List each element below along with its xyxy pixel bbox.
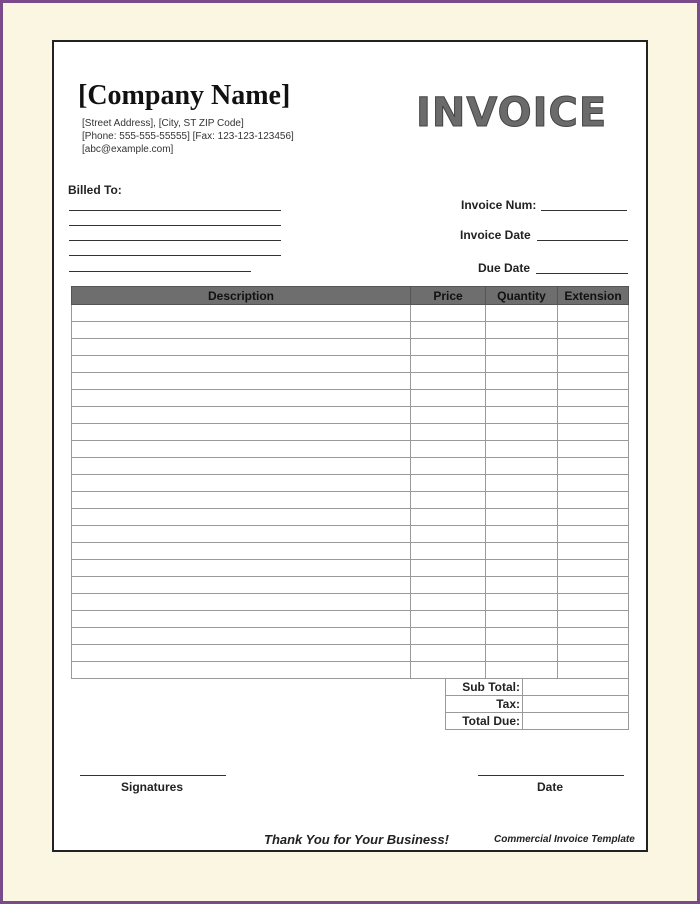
description-cell[interactable] — [72, 305, 411, 322]
quantity-cell[interactable] — [486, 424, 558, 441]
tax-row — [446, 696, 629, 713]
price-cell[interactable] — [411, 339, 486, 356]
due-date-line — [536, 273, 628, 274]
billed-to-label: Billed To: — [68, 183, 122, 197]
price-cell[interactable] — [411, 560, 486, 577]
description-cell[interactable] — [72, 628, 411, 645]
invoice-num-label: Invoice Num: — [461, 198, 537, 212]
description-cell[interactable] — [72, 526, 411, 543]
column-header-quantity: Quantity — [486, 287, 558, 305]
billed-to-line-1 — [69, 210, 281, 211]
items-body — [72, 305, 629, 679]
quantity-cell[interactable] — [486, 594, 558, 611]
total-due-label: Total Due: — [446, 713, 523, 730]
tax-value[interactable] — [523, 696, 629, 713]
signatures-label: Signatures — [121, 780, 184, 794]
template-name: Commercial Invoice Template — [494, 834, 635, 845]
price-cell[interactable] — [411, 628, 486, 645]
extension-cell[interactable] — [558, 492, 629, 509]
quantity-cell[interactable] — [486, 509, 558, 526]
quantity-cell[interactable] — [486, 560, 558, 577]
table-row — [72, 339, 629, 356]
totals-table — [445, 678, 629, 730]
description-cell[interactable] — [72, 543, 411, 560]
description-cell[interactable] — [72, 645, 411, 662]
extension-cell[interactable] — [558, 441, 629, 458]
extension-cell[interactable] — [558, 458, 629, 475]
description-cell[interactable] — [72, 492, 411, 509]
price-cell[interactable] — [411, 441, 486, 458]
quantity-cell[interactable] — [486, 645, 558, 662]
items-header-row — [72, 287, 629, 305]
quantity-cell[interactable] — [486, 305, 558, 322]
description-cell[interactable] — [72, 356, 411, 373]
sub-total-row — [446, 679, 629, 696]
description-cell[interactable] — [72, 458, 411, 475]
due-date-label: Due Date — [478, 261, 531, 275]
extension-cell[interactable] — [558, 339, 629, 356]
billed-to-line-3 — [69, 240, 281, 241]
price-cell[interactable] — [411, 305, 486, 322]
description-cell[interactable] — [72, 577, 411, 594]
invoice-date-line — [537, 240, 628, 241]
price-cell[interactable] — [411, 356, 486, 373]
price-cell[interactable] — [411, 645, 486, 662]
description-cell[interactable] — [72, 424, 411, 441]
price-cell[interactable] — [411, 509, 486, 526]
price-cell[interactable] — [411, 492, 486, 509]
extension-cell[interactable] — [558, 577, 629, 594]
table-row — [72, 458, 629, 475]
signature-line — [80, 775, 226, 776]
description-cell[interactable] — [72, 560, 411, 577]
tax-label: Tax: — [446, 696, 523, 713]
extension-cell[interactable] — [558, 594, 629, 611]
price-cell[interactable] — [411, 373, 486, 390]
description-cell[interactable] — [72, 339, 411, 356]
invoice-page — [52, 40, 648, 852]
quantity-cell[interactable] — [486, 458, 558, 475]
price-cell[interactable] — [411, 594, 486, 611]
sub-total-label: Sub Total: — [446, 679, 523, 696]
quantity-cell[interactable] — [486, 543, 558, 560]
table-row — [72, 628, 629, 645]
table-row — [72, 492, 629, 509]
quantity-cell[interactable] — [486, 475, 558, 492]
quantity-cell[interactable] — [486, 526, 558, 543]
table-row — [72, 305, 629, 322]
extension-cell[interactable] — [558, 509, 629, 526]
items-table — [71, 286, 629, 679]
company-name: [Company Name] — [78, 80, 291, 111]
billed-to-line-4 — [69, 255, 281, 256]
extension-cell[interactable] — [558, 645, 629, 662]
quantity-cell[interactable] — [486, 322, 558, 339]
quantity-cell[interactable] — [486, 611, 558, 628]
description-cell[interactable] — [72, 390, 411, 407]
invoice-num-line — [541, 210, 627, 211]
total-due-value[interactable] — [523, 713, 629, 730]
table-row — [72, 645, 629, 662]
company-address: [Street Address], [City, ST ZIP Code] — [82, 118, 244, 129]
description-cell[interactable] — [72, 594, 411, 611]
price-cell[interactable] — [411, 611, 486, 628]
table-row — [72, 526, 629, 543]
price-cell[interactable] — [411, 662, 486, 679]
quantity-cell[interactable] — [486, 628, 558, 645]
quantity-cell[interactable] — [486, 577, 558, 594]
invoice-date-label: Invoice Date — [460, 228, 531, 242]
extension-cell[interactable] — [558, 407, 629, 424]
price-cell[interactable] — [411, 526, 486, 543]
extension-cell[interactable] — [558, 662, 629, 679]
price-cell[interactable] — [411, 424, 486, 441]
table-row — [72, 543, 629, 560]
extension-cell[interactable] — [558, 560, 629, 577]
table-row — [72, 560, 629, 577]
price-cell[interactable] — [411, 543, 486, 560]
price-cell[interactable] — [411, 458, 486, 475]
column-header-price: Price — [411, 287, 486, 305]
date-label: Date — [537, 780, 564, 794]
table-row — [72, 322, 629, 339]
extension-cell[interactable] — [558, 475, 629, 492]
price-cell[interactable] — [411, 577, 486, 594]
extension-cell[interactable] — [558, 322, 629, 339]
description-cell[interactable] — [72, 509, 411, 526]
company-phone-fax: [Phone: 555-555-55555] [Fax: 123-123-123456] — [82, 131, 294, 142]
price-cell[interactable] — [411, 390, 486, 407]
table-row — [72, 509, 629, 526]
extension-cell[interactable] — [558, 424, 629, 441]
description-cell[interactable] — [72, 662, 411, 679]
table-row — [72, 475, 629, 492]
table-row — [72, 594, 629, 611]
table-row — [72, 373, 629, 390]
extension-cell[interactable] — [558, 373, 629, 390]
description-cell[interactable] — [72, 441, 411, 458]
total-due-row — [446, 713, 629, 730]
extension-cell[interactable] — [558, 611, 629, 628]
quantity-cell[interactable] — [486, 356, 558, 373]
sub-total-value[interactable] — [523, 679, 629, 696]
extension-cell[interactable] — [558, 628, 629, 645]
description-cell[interactable] — [72, 611, 411, 628]
extension-cell[interactable] — [558, 356, 629, 373]
table-row — [72, 611, 629, 628]
description-cell[interactable] — [72, 322, 411, 339]
quantity-cell[interactable] — [486, 339, 558, 356]
billed-to-line-5 — [69, 271, 251, 272]
description-cell[interactable] — [72, 407, 411, 424]
table-row — [72, 390, 629, 407]
quantity-cell[interactable] — [486, 492, 558, 509]
price-cell[interactable] — [411, 475, 486, 492]
extension-cell[interactable] — [558, 305, 629, 322]
price-cell[interactable] — [411, 407, 486, 424]
quantity-cell[interactable] — [486, 373, 558, 390]
extension-cell[interactable] — [558, 543, 629, 560]
table-row — [72, 356, 629, 373]
quantity-cell[interactable] — [486, 407, 558, 424]
table-row — [72, 407, 629, 424]
extension-cell[interactable] — [558, 526, 629, 543]
company-email: [abc@example.com] — [82, 144, 174, 155]
billed-to-line-2 — [69, 225, 281, 226]
quantity-cell[interactable] — [486, 441, 558, 458]
table-row — [72, 577, 629, 594]
quantity-cell[interactable] — [486, 390, 558, 407]
table-row — [72, 662, 629, 679]
description-cell[interactable] — [72, 475, 411, 492]
thank-you-message: Thank You for Your Business! — [264, 832, 449, 847]
column-header-extension: Extension — [558, 287, 629, 305]
price-cell[interactable] — [411, 322, 486, 339]
invoice-title: INVOICE — [416, 90, 608, 136]
table-row — [72, 424, 629, 441]
table-row — [72, 441, 629, 458]
description-cell[interactable] — [72, 373, 411, 390]
quantity-cell[interactable] — [486, 662, 558, 679]
date-line — [478, 775, 624, 776]
column-header-description: Description — [72, 287, 411, 305]
extension-cell[interactable] — [558, 390, 629, 407]
